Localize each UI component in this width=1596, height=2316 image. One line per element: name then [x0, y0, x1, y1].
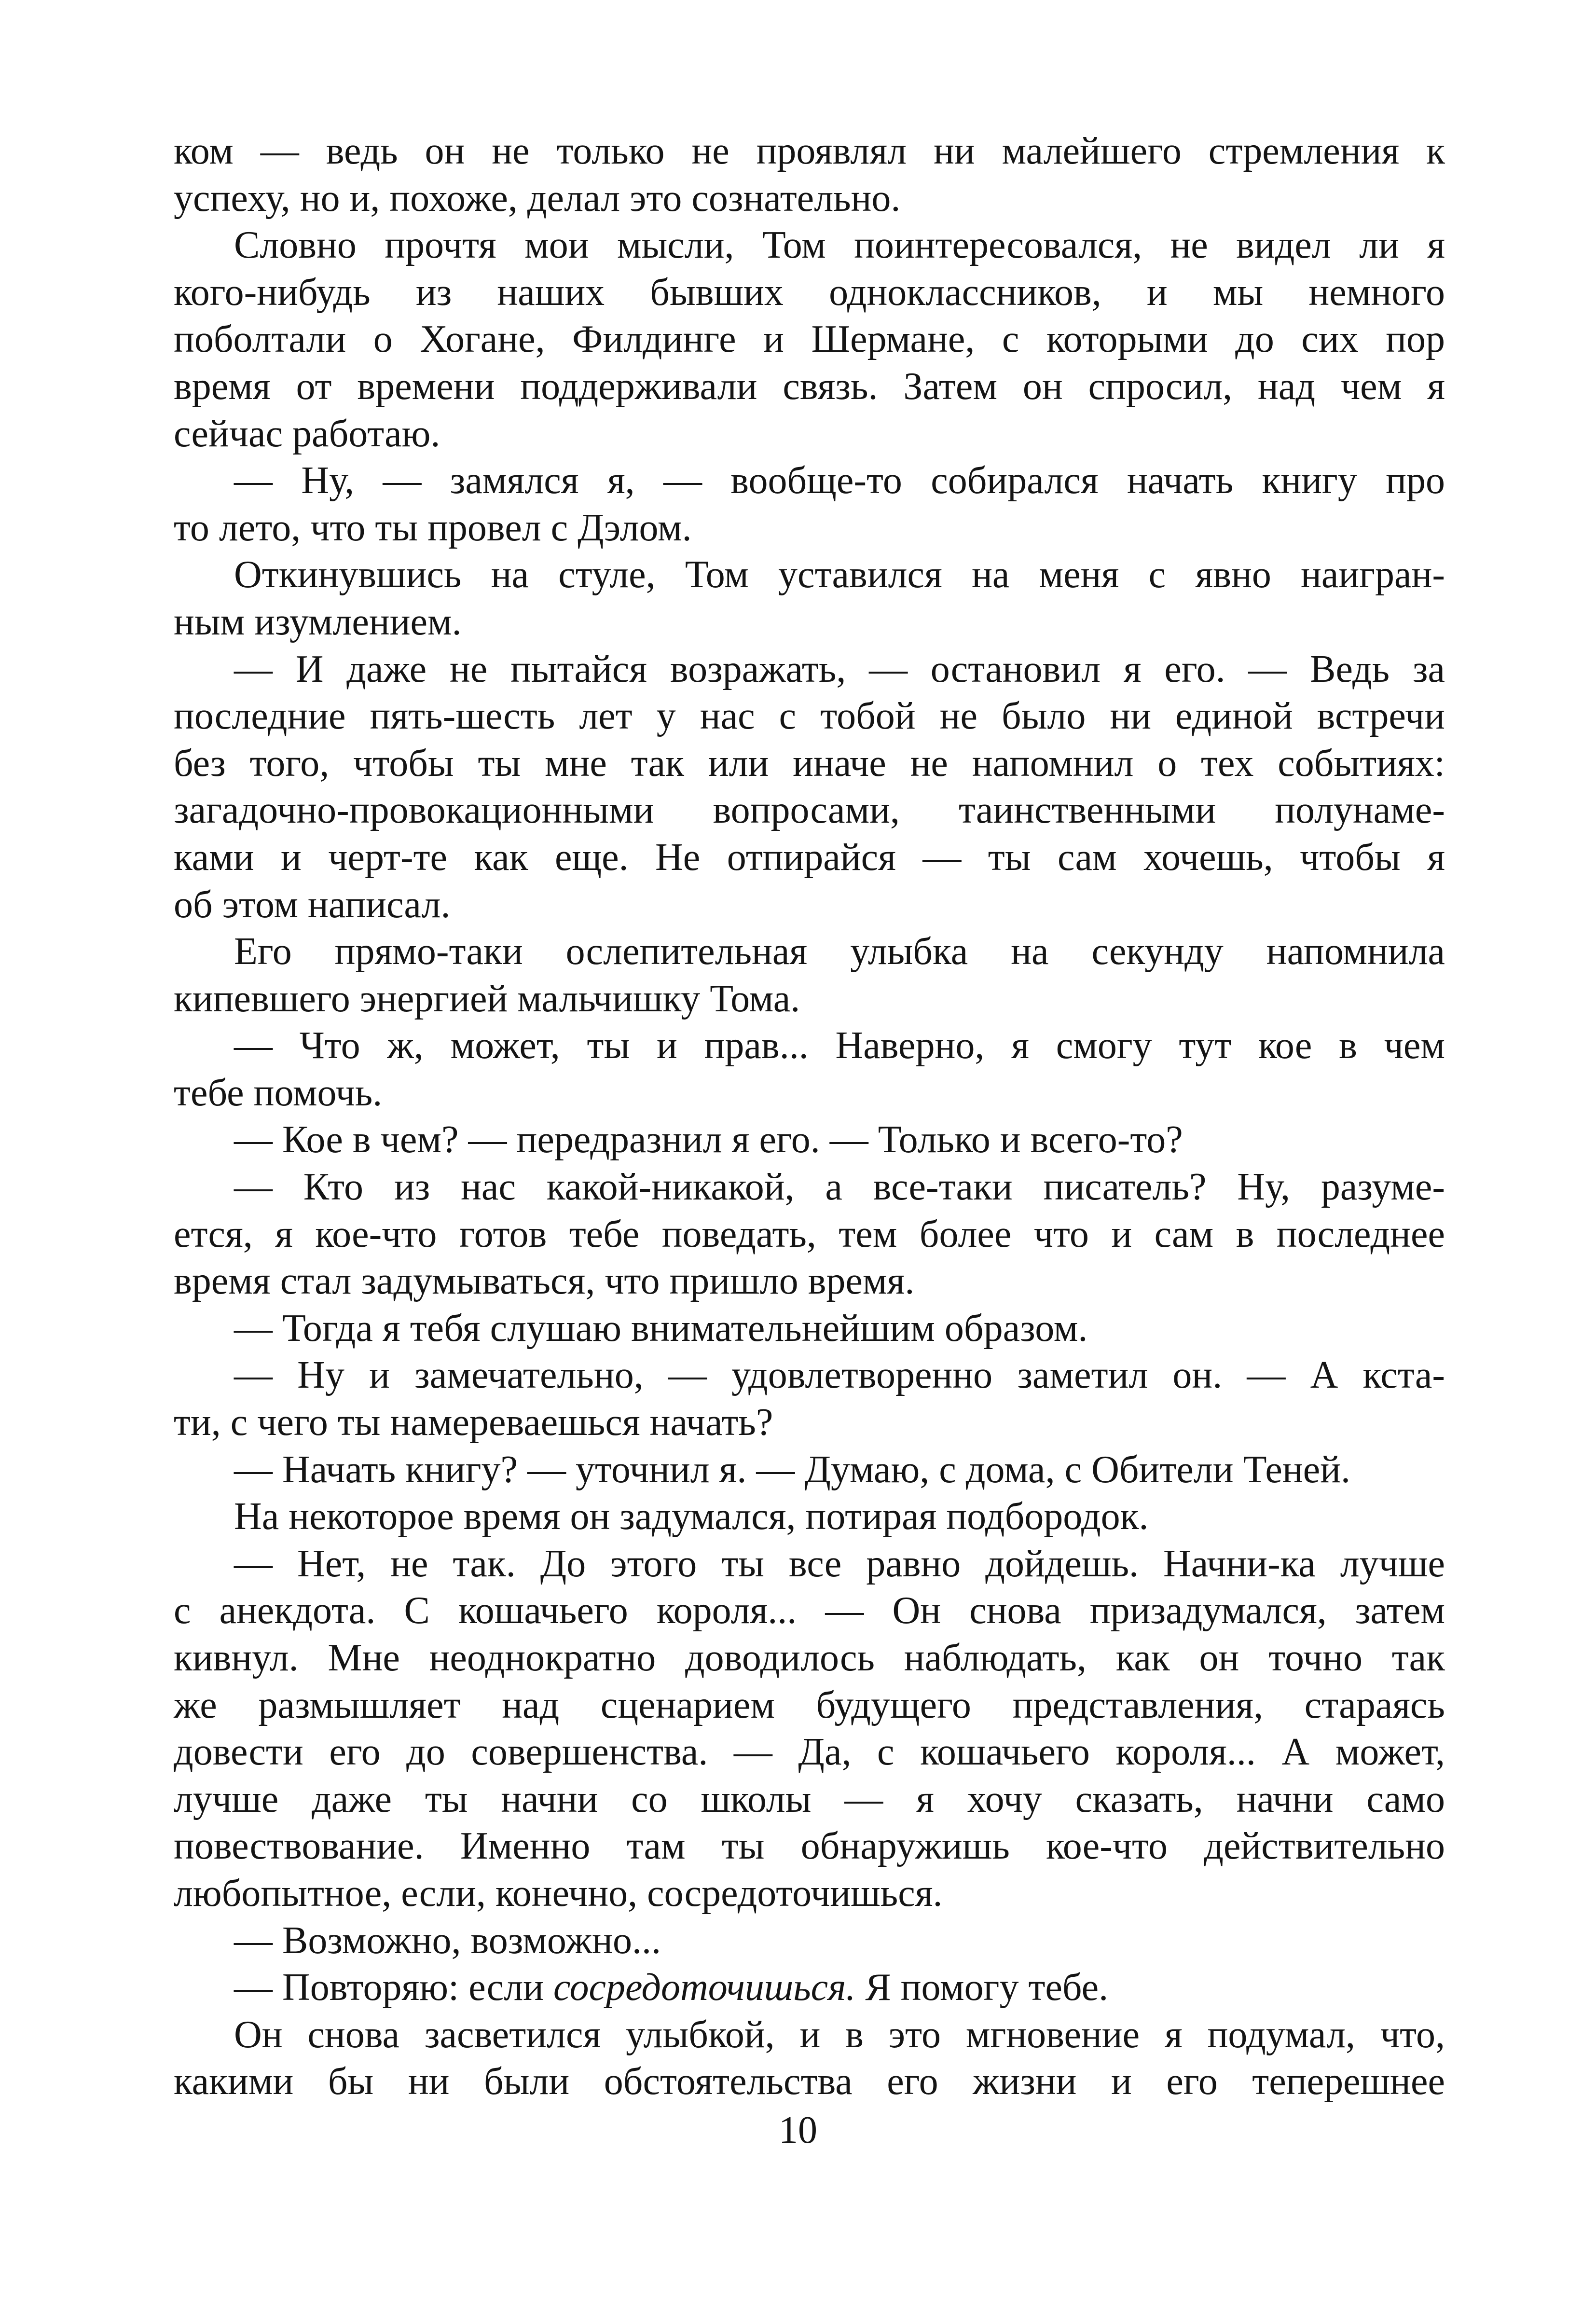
text-line: ками и черт-те как еще. Не отпирайся — ты сам хочешь, чтобы я: [174, 836, 1445, 879]
text-line: Его прямо-таки ослепительная улыбка на секунду напомнила: [234, 930, 1445, 973]
text-fragment: Я помогу тебе.: [855, 1966, 1109, 2009]
text-line: сейчас работаю.: [174, 412, 440, 455]
text-line: любопытное, если, конечно, сосредоточишься.: [174, 1872, 943, 1915]
text-line: ти, с чего ты намереваешься начать?: [174, 1401, 773, 1444]
text-line: тебе помочь.: [174, 1071, 383, 1114]
text-line: без того, чтобы ты мне так или иначе не напомнил о тех событиях:: [174, 742, 1445, 785]
text-line: кипевшего энергией мальчишку Тома.: [174, 977, 800, 1020]
page-number: 10: [779, 2109, 817, 2151]
text-line: Словно прочтя мои мысли, Том поинтересовался, не видел ли я: [234, 224, 1445, 267]
italic-emphasis: сосредоточишься.: [553, 1966, 856, 2009]
text-line: — Кое в чем? — передразнил я его. — Только и всего-то?: [234, 1118, 1183, 1161]
text-fragment: — Повторяю: если: [234, 1966, 553, 2009]
text-line: повествование. Именно там ты обнаружишь кое-что действительно: [174, 1825, 1445, 1868]
text-line: кого-нибудь из наших бывших одноклассников, и мы немного: [174, 271, 1445, 314]
text-line: Откинувшись на стуле, Том уставился на меня с явно наигран-: [234, 553, 1445, 596]
text-line: загадочно-провокационными вопросами, таинственными полунаме-: [174, 789, 1445, 832]
text-line: последние пять-шесть лет у нас с тобой не было ни единой встречи: [174, 695, 1445, 738]
text-line: — Тогда я тебя слушаю внимательнейшим образом.: [234, 1307, 1088, 1350]
text-line: ком — ведь он не только не проявлял ни малейшего стремления к: [174, 130, 1445, 172]
text-line: поболтали о Хогане, Филдинге и Шермане, с которыми до сих пор: [174, 318, 1445, 361]
text-line: об этом написал.: [174, 883, 451, 926]
text-line: то лето, что ты провел с Дэлом.: [174, 506, 692, 549]
text-line: лучше даже ты начни со школы — я хочу сказать, начни само: [174, 1778, 1445, 1820]
text-line: На некоторое время он задумался, потирая подбородок.: [234, 1495, 1149, 1538]
text-line: — Возможно, возможно...: [234, 1919, 661, 1962]
text-line: же размышляет над сценарием будущего представления, стараясь: [174, 1683, 1445, 1726]
text-line: Он снова засветился улыбкой, и в это мгновение я подумал, что,: [234, 2013, 1445, 2056]
text-line: с анекдота. С кошачьего короля... — Он снова призадумался, затем: [174, 1589, 1445, 1632]
text-line: — Ну, — замялся я, — вообще-то собирался начать книгу про: [234, 459, 1445, 502]
text-line: — Что ж, может, ты и прав... Наверно, я смогу тут кое в чем: [234, 1024, 1445, 1067]
text-line: ным изумлением.: [174, 600, 462, 643]
text-line: время от времени поддерживали связь. Затем он спросил, над чем я: [174, 365, 1445, 408]
text-line: время стал задумываться, что пришло время.: [174, 1260, 915, 1303]
page-body: [174, 128, 1445, 2106]
text-line: — Ну и замечательно, — удовлетворенно заметил он. — А кста-: [234, 1354, 1445, 1397]
text-line: — Начать книгу? — уточнил я. — Думаю, с дома, с Обители Теней.: [234, 1448, 1351, 1491]
text-line: ется, я кое-что готов тебе поведать, тем более что и сам в последнее: [174, 1213, 1445, 1255]
text-line: довести его до совершенства. — Да, с кошачьего короля... А может,: [174, 1731, 1445, 1774]
text-line: — Кто из нас какой-никакой, а все-таки писатель? Ну, разуме-: [234, 1166, 1445, 1209]
text-line: кивнул. Мне неоднократно доводилось наблюдать, как он точно так: [174, 1637, 1445, 1679]
text-line-with-emphasis: [174, 1964, 1445, 2012]
text-line: какими бы ни были обстоятельства его жизни и его теперешнее: [174, 2060, 1445, 2103]
text-line: — Нет, не так. До этого ты все равно дойдешь. Начни-ка лучше: [234, 1542, 1445, 1585]
text-line: — И даже не пытайся возражать, — остановил я его. — Ведь за: [234, 648, 1445, 690]
text-line: успеху, но и, похоже, делал это сознательно.: [174, 177, 901, 220]
